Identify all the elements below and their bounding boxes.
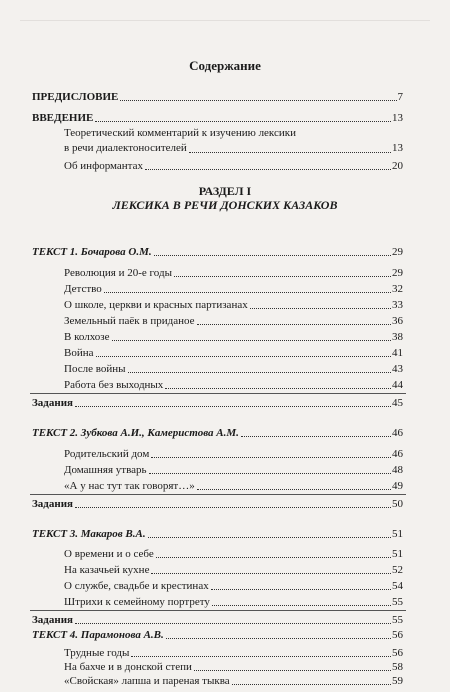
dot-leader (197, 489, 391, 490)
running-header-bleed (20, 8, 430, 21)
toc-item[interactable]: Домашняя утварь 48 (64, 464, 403, 476)
dot-leader (189, 152, 391, 153)
dot-leader (104, 292, 391, 293)
dot-leader (145, 169, 391, 170)
section-title: РАЗДЕЛ I (198, 184, 252, 198)
toc-item[interactable]: О времени и о себе 51 (64, 548, 403, 560)
toc-item[interactable]: В колхозе 38 (64, 331, 403, 343)
toc-item[interactable]: Родительский дом 46 (64, 448, 403, 460)
dot-leader (232, 684, 391, 685)
toc-text-1[interactable]: ТЕКСТ 1. Бочарова О.М. 29 (32, 246, 403, 258)
toc-item[interactable]: О школе, церкви и красных партизанах 33 (64, 299, 403, 311)
toc-item[interactable]: После войны 43 (64, 363, 403, 375)
dot-leader (151, 457, 391, 458)
dot-leader (241, 436, 391, 437)
toc-item[interactable]: На бахче и в донской степи 58 (64, 661, 403, 673)
toc-text-3[interactable]: ТЕКСТ 3. Макаров В.А. 51 (32, 528, 403, 540)
toc-item[interactable]: Штрихи к семейному портрету 55 (64, 596, 403, 608)
toc-item[interactable]: Трудные годы 56 (64, 647, 403, 659)
dot-leader (211, 589, 391, 590)
dot-leader (174, 276, 391, 277)
toc-item[interactable]: «Свойская» лапша и пареная тыква 59 (64, 675, 403, 687)
dot-leader (149, 473, 391, 474)
toc-item[interactable]: Детство 32 (64, 283, 403, 295)
toc-entry-informants[interactable]: Об информантах 20 (64, 160, 403, 172)
dot-leader (148, 537, 391, 538)
toc-tasks[interactable]: Задания 45 (32, 397, 403, 409)
toc-item[interactable]: «А у нас тут так говорят…» 49 (64, 480, 403, 492)
toc-item[interactable]: О службе, свадьбе и крестинах 54 (64, 580, 403, 592)
dot-leader (75, 507, 391, 508)
toc-item[interactable]: Революция и 20-е годы 29 (64, 267, 403, 279)
toc-title: Содержание (189, 58, 261, 73)
dot-leader (75, 623, 391, 624)
toc-entry-introduction[interactable]: ВВЕДЕНИЕ 13 (32, 112, 403, 124)
toc-item[interactable]: На казачьей кухне 52 (64, 564, 403, 576)
dot-leader (194, 670, 391, 671)
dot-leader (128, 372, 391, 373)
dot-leader (151, 573, 391, 574)
dot-leader (120, 100, 396, 101)
dot-leader (197, 324, 391, 325)
dot-leader (156, 557, 391, 558)
dot-leader (96, 356, 392, 357)
dot-leader (166, 638, 391, 639)
toc-text-4[interactable]: ТЕКСТ 4. Парамонова А.В. 56 (32, 629, 403, 641)
toc-tasks[interactable]: Задания 55 (32, 614, 403, 626)
toc-entry-theory[interactable]: Теоретический комментарий к изучению лексики в речи диалектоносителей 13 (64, 127, 403, 154)
dot-leader (95, 121, 391, 122)
toc-text-2[interactable]: ТЕКСТ 2. Зубкова А.И., Камеристова А.М. 46 (32, 427, 403, 439)
dot-leader (131, 656, 391, 657)
toc-item[interactable]: Работа без выходных 44 (64, 379, 403, 391)
dot-leader (154, 255, 391, 256)
toc-item[interactable]: Земельный паёк в приданое 36 (64, 315, 403, 327)
dot-leader (212, 605, 391, 606)
dot-leader (75, 406, 391, 407)
toc-item[interactable]: Война 41 (64, 347, 403, 359)
dot-leader (250, 308, 391, 309)
toc-tasks[interactable]: Задания 50 (32, 498, 403, 510)
section-subtitle: ЛЕКСИКА В РЕЧИ ДОНСКИХ КАЗАКОВ (112, 198, 338, 212)
toc-entry-preface[interactable]: ПРЕДИСЛОВИЕ 7 (32, 91, 403, 103)
dot-leader (112, 340, 391, 341)
dot-leader (165, 388, 391, 389)
